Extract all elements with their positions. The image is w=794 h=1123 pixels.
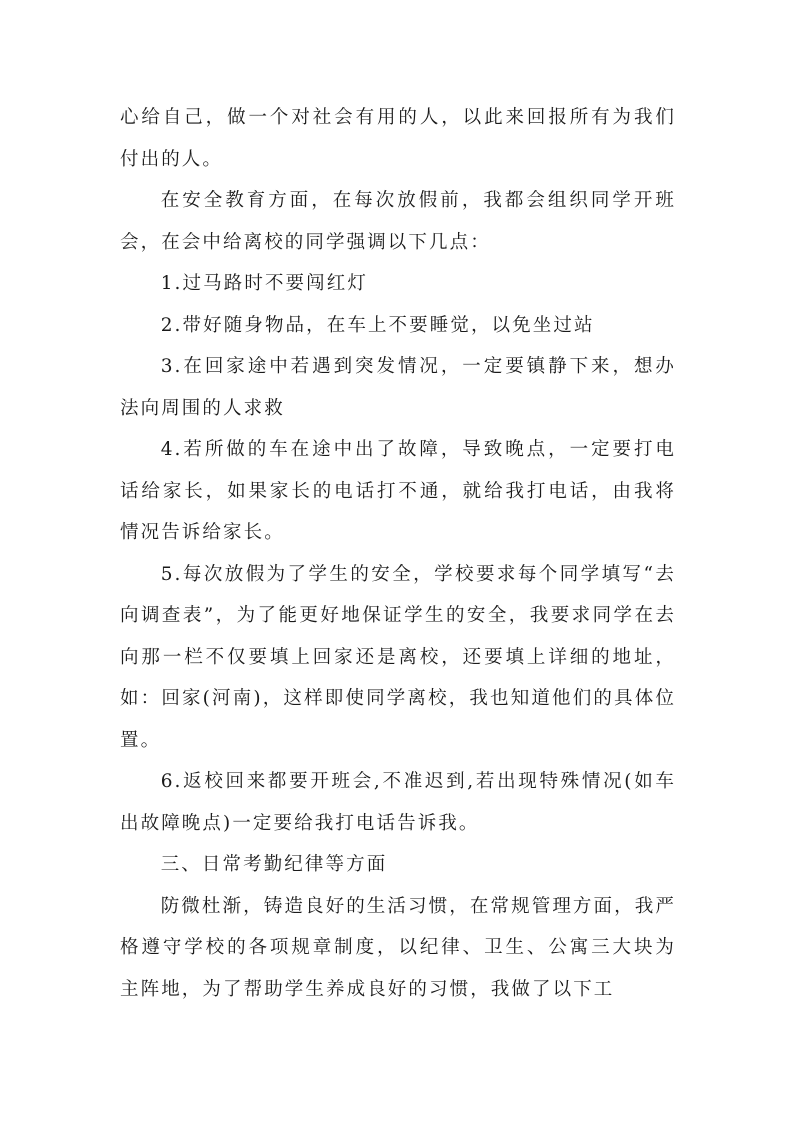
document-body [120, 97, 676, 1010]
paragraph-attendance: 防微杜渐，铸造良好的生活习惯，在常规管理方面，我严格遵守学校的各项规章制度，以纪律、卫生、公寓三大块为主阵地，为了帮助学生养成良好的习惯，我做了以下工 [120, 895, 676, 1000]
paragraph-continuation: 心给自己，做一个对社会有用的人，以此来回报所有为我们付出的人。 [120, 107, 676, 170]
list-item-3: 3.在回家途中若遇到突发情况，一定要镇静下来，想办法向周围的人求救 [120, 356, 676, 419]
paragraph-safety-intro: 在安全教育方面，在每次放假前，我都会组织同学开班会，在会中给离校的同学强调以下几点： [120, 190, 676, 253]
section-heading-attendance: 三、日常考勤纪律等方面 [160, 854, 388, 875]
list-item-1: 1.过马路时不要闯红灯 [160, 273, 368, 294]
list-item-6: 6.返校回来都要开班会,不准迟到,若出现特殊情况(如车出故障晚点)一定要给我打电话告诉我。 [120, 771, 676, 834]
list-item-5: 5.每次放假为了学生的安全，学校要求每个同学填写“去向调查表”，为了能更好地保证学生的安全，我要求同学在去向那一栏不仅要填上回家还是离校，还要填上详细的地址，如：回家(河南)，这样即使同学离校，我也知道他们的具体位置。 [120, 563, 676, 751]
list-item-4: 4.若所做的车在途中出了故障，导致晚点，一定要打电话给家长，如果家长的电话打不通，就给我打电话，由我将情况告诉给家长。 [120, 439, 676, 543]
list-item-2: 2.带好随身物品，在车上不要睡觉，以免坐过站 [160, 314, 595, 336]
